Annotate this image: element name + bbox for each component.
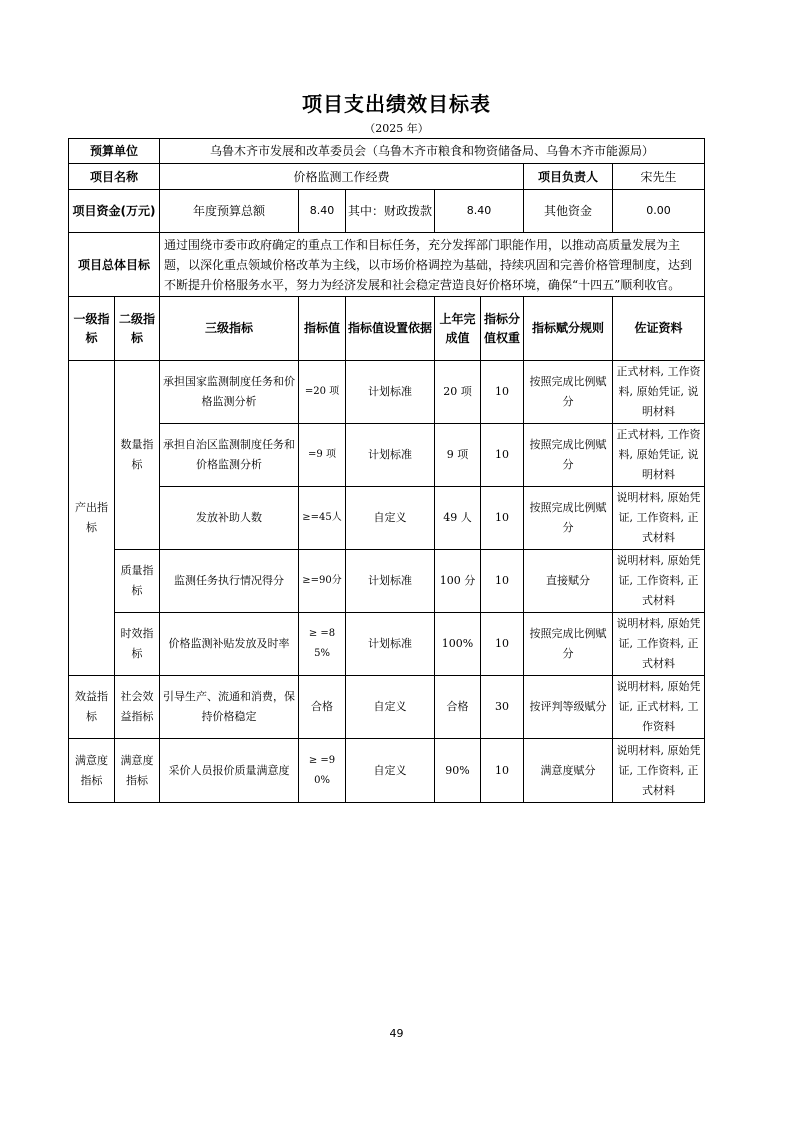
group-benefit: 效益指标 [69, 676, 115, 739]
year-label: （2025 年） [364, 122, 429, 135]
cell-weight: 10 [481, 550, 524, 613]
cell-last-year: 49 人 [435, 487, 481, 550]
header-level1: 一级指标 [69, 297, 115, 361]
cell-level3: 监测任务执行情况得分 [160, 550, 299, 613]
cell-last-year: 合格 [435, 676, 481, 739]
table-row [69, 550, 705, 613]
group-satisfaction: 满意度指标 [69, 739, 115, 803]
goal-text: 通过围绕市委市政府确定的重点工作和目标任务，充分发挥部门职能作用，以推动高质量发展为主题，以深化重点领域价格改革为主线，以市场价格调控为基础，持续巩固和完善价格管理制度，达到不断提升价格服务水平，努力为经济发展和社会稳定营造良好价格环境，确保“十四五”顺利收官。 [160, 233, 705, 297]
cell-last-year: 90% [435, 739, 481, 803]
leader-label: 项目负责人 [524, 164, 613, 190]
other-funds-label: 其他资金 [524, 190, 613, 233]
cell-basis: 自定义 [346, 487, 435, 550]
cell-weight: 10 [481, 487, 524, 550]
fiscal-label: 其中：财政拨款 [346, 190, 435, 233]
header-rule: 指标赋分规则 [524, 297, 613, 361]
cell-level3: 引导生产、流通和消费，保持价格稳定 [160, 676, 299, 739]
header-level3: 三级指标 [160, 297, 299, 361]
cell-last-year: 100 分 [435, 550, 481, 613]
cell-evidence: 说明材料, 原始凭证, 工作资料, 正式材料 [613, 739, 705, 803]
cell-basis: 计划标准 [346, 424, 435, 487]
table-row [69, 613, 705, 676]
table-row [69, 487, 705, 550]
group-timeliness: 时效指标 [115, 613, 160, 676]
cell-value: ≥ =85% [299, 613, 346, 676]
cell-evidence: 正式材料, 工作资料, 原始凭证, 说明材料 [613, 424, 705, 487]
header-last-year: 上年完成值 [435, 297, 481, 361]
budget-unit-label: 预算单位 [69, 139, 160, 164]
cell-rule: 满意度赋分 [524, 739, 613, 803]
cell-rule: 按照完成比例赋分 [524, 613, 613, 676]
cell-value: ≥=90分 [299, 550, 346, 613]
cell-level3: 采价人员报价质量满意度 [160, 739, 299, 803]
header-level2: 二级指标 [115, 297, 160, 361]
table-row [69, 676, 705, 739]
page-number: 49 [389, 1027, 404, 1040]
table-row [69, 424, 705, 487]
group-social: 社会效益指标 [115, 676, 160, 739]
project-name-value: 价格监测工作经费 [160, 164, 524, 190]
cell-weight: 10 [481, 424, 524, 487]
project-name-label: 项目名称 [69, 164, 160, 190]
cell-rule: 直接赋分 [524, 550, 613, 613]
cell-rule: 按照完成比例赋分 [524, 424, 613, 487]
cell-last-year: 9 项 [435, 424, 481, 487]
group-quantity: 数量指标 [115, 361, 160, 550]
fund-label: 项目资金(万元) [69, 190, 160, 233]
fiscal-value: 8.40 [435, 190, 524, 233]
table-row [69, 361, 705, 424]
cell-rule: 按照完成比例赋分 [524, 361, 613, 424]
cell-weight: 10 [481, 613, 524, 676]
performance-table [68, 138, 705, 803]
cell-rule: 按评判等级赋分 [524, 676, 613, 739]
cell-basis: 计划标准 [346, 361, 435, 424]
cell-weight: 30 [481, 676, 524, 739]
annual-budget-value: 8.40 [299, 190, 346, 233]
cell-value: ≥=45人 [299, 487, 346, 550]
cell-rule: 按照完成比例赋分 [524, 487, 613, 550]
header-value: 指标值 [299, 297, 346, 361]
header-evidence: 佐证资料 [613, 297, 705, 361]
cell-evidence: 说明材料, 原始凭证, 工作资料, 正式材料 [613, 550, 705, 613]
leader-value: 宋先生 [613, 164, 705, 190]
cell-basis: 计划标准 [346, 550, 435, 613]
header-basis: 指标值设置依据 [346, 297, 435, 361]
goal-label: 项目总体目标 [69, 233, 160, 297]
cell-level3: 价格监测补贴发放及时率 [160, 613, 299, 676]
cell-last-year: 100% [435, 613, 481, 676]
cell-evidence: 说明材料, 原始凭证, 工作资料, 正式材料 [613, 613, 705, 676]
group-output: 产出指标 [69, 361, 115, 676]
annual-budget-label: 年度预算总额 [160, 190, 299, 233]
cell-value: =20 项 [299, 361, 346, 424]
cell-value: ≥ =90% [299, 739, 346, 803]
cell-value: 合格 [299, 676, 346, 739]
table-row [69, 739, 705, 803]
cell-evidence: 说明材料, 原始凭证, 工作资料, 正式材料 [613, 487, 705, 550]
cell-value: =9 项 [299, 424, 346, 487]
cell-weight: 10 [481, 361, 524, 424]
cell-level3: 承担国家监测制度任务和价格监测分析 [160, 361, 299, 424]
cell-level3: 承担自治区监测制度任务和价格监测分析 [160, 424, 299, 487]
group-quality: 质量指标 [115, 550, 160, 613]
header-weight: 指标分值权重 [481, 297, 524, 361]
cell-evidence: 正式材料, 工作资料, 原始凭证, 说明材料 [613, 361, 705, 424]
cell-last-year: 20 项 [435, 361, 481, 424]
other-funds-value: 0.00 [613, 190, 705, 233]
budget-unit-value: 乌鲁木齐市发展和改革委员会（乌鲁木齐市粮食和物资储备局、乌鲁木齐市能源局） [160, 139, 705, 164]
cell-basis: 自定义 [346, 676, 435, 739]
cell-basis: 计划标准 [346, 613, 435, 676]
cell-basis: 自定义 [346, 739, 435, 803]
cell-evidence: 说明材料, 原始凭证, 正式材料, 工作资料 [613, 676, 705, 739]
page-title: 项目支出绩效目标表 [302, 92, 491, 116]
group-satisfaction2: 满意度指标 [115, 739, 160, 803]
cell-weight: 10 [481, 739, 524, 803]
cell-level3: 发放补助人数 [160, 487, 299, 550]
